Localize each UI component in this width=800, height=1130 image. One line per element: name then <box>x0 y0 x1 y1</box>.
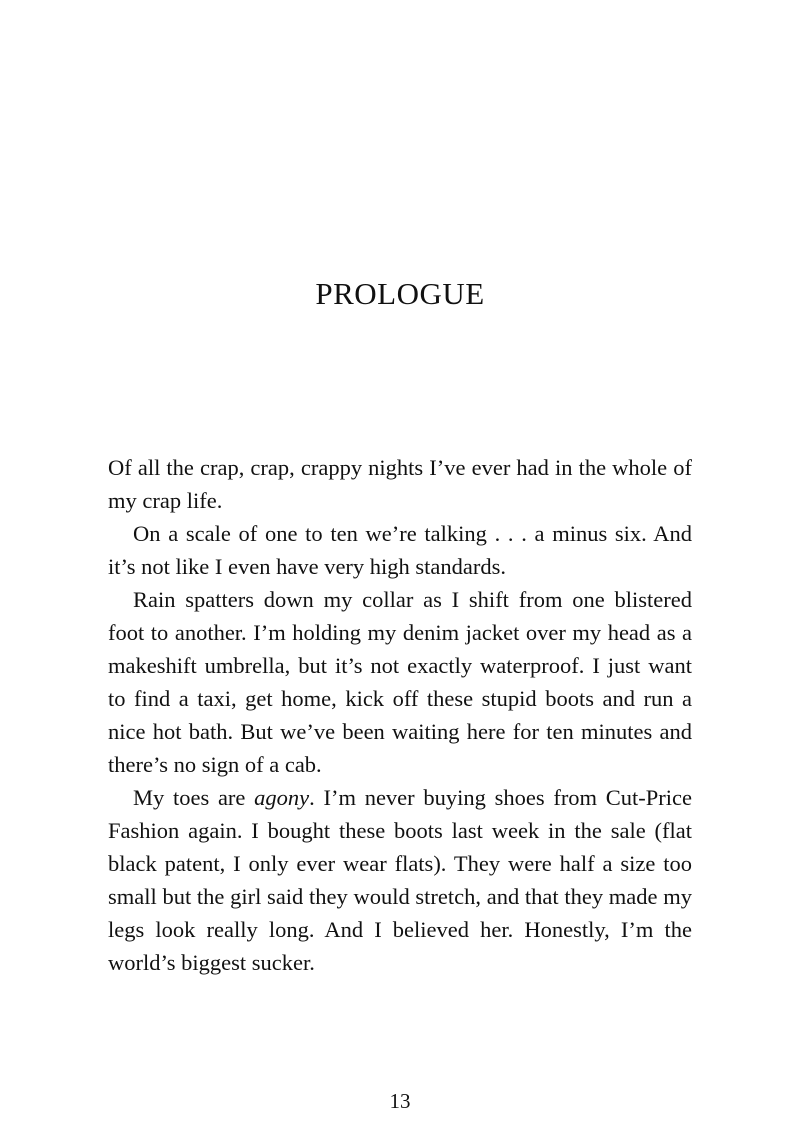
paragraph <box>108 517 692 583</box>
paragraph <box>108 781 692 979</box>
page-number: 13 <box>389 1089 411 1113</box>
paragraph-text: Of all the crap, crap, crappy nights I’ve ever had in the whole of my crap life. <box>108 455 692 513</box>
body-text <box>108 451 692 979</box>
paragraph-text: On a scale of one to ten we’re talking . . . a minus six. And it’s not like I even have very high standards. <box>108 521 692 579</box>
emphasis-text: agony <box>254 785 310 810</box>
paragraph <box>108 583 692 781</box>
paragraph-text: Rain spatters down my collar as I shift from one blistered foot to another. I’m holding my denim jacket over my head as a makeshift umbrella, but it’s not exactly waterproof. I just want to find a taxi, get home, kick off these stupid boots and run a nice hot bath. But we’ve been waiting here for ten minutes and there’s no sign of a cab. <box>108 587 692 777</box>
chapter-title: PROLOGUE <box>315 276 485 311</box>
paragraph <box>108 451 692 517</box>
paragraph-text: . I’m never buying shoes from Cut-Price Fashion again. I bought these boots last week in the sale (flat black patent, I only ever wear flats). They were half a size too small but the girl said they would stretch, and that they made my legs look really long. And I believed her. Honestly, I’m the world’s biggest sucker. <box>108 785 693 975</box>
paragraph-text: My toes are <box>133 785 255 810</box>
